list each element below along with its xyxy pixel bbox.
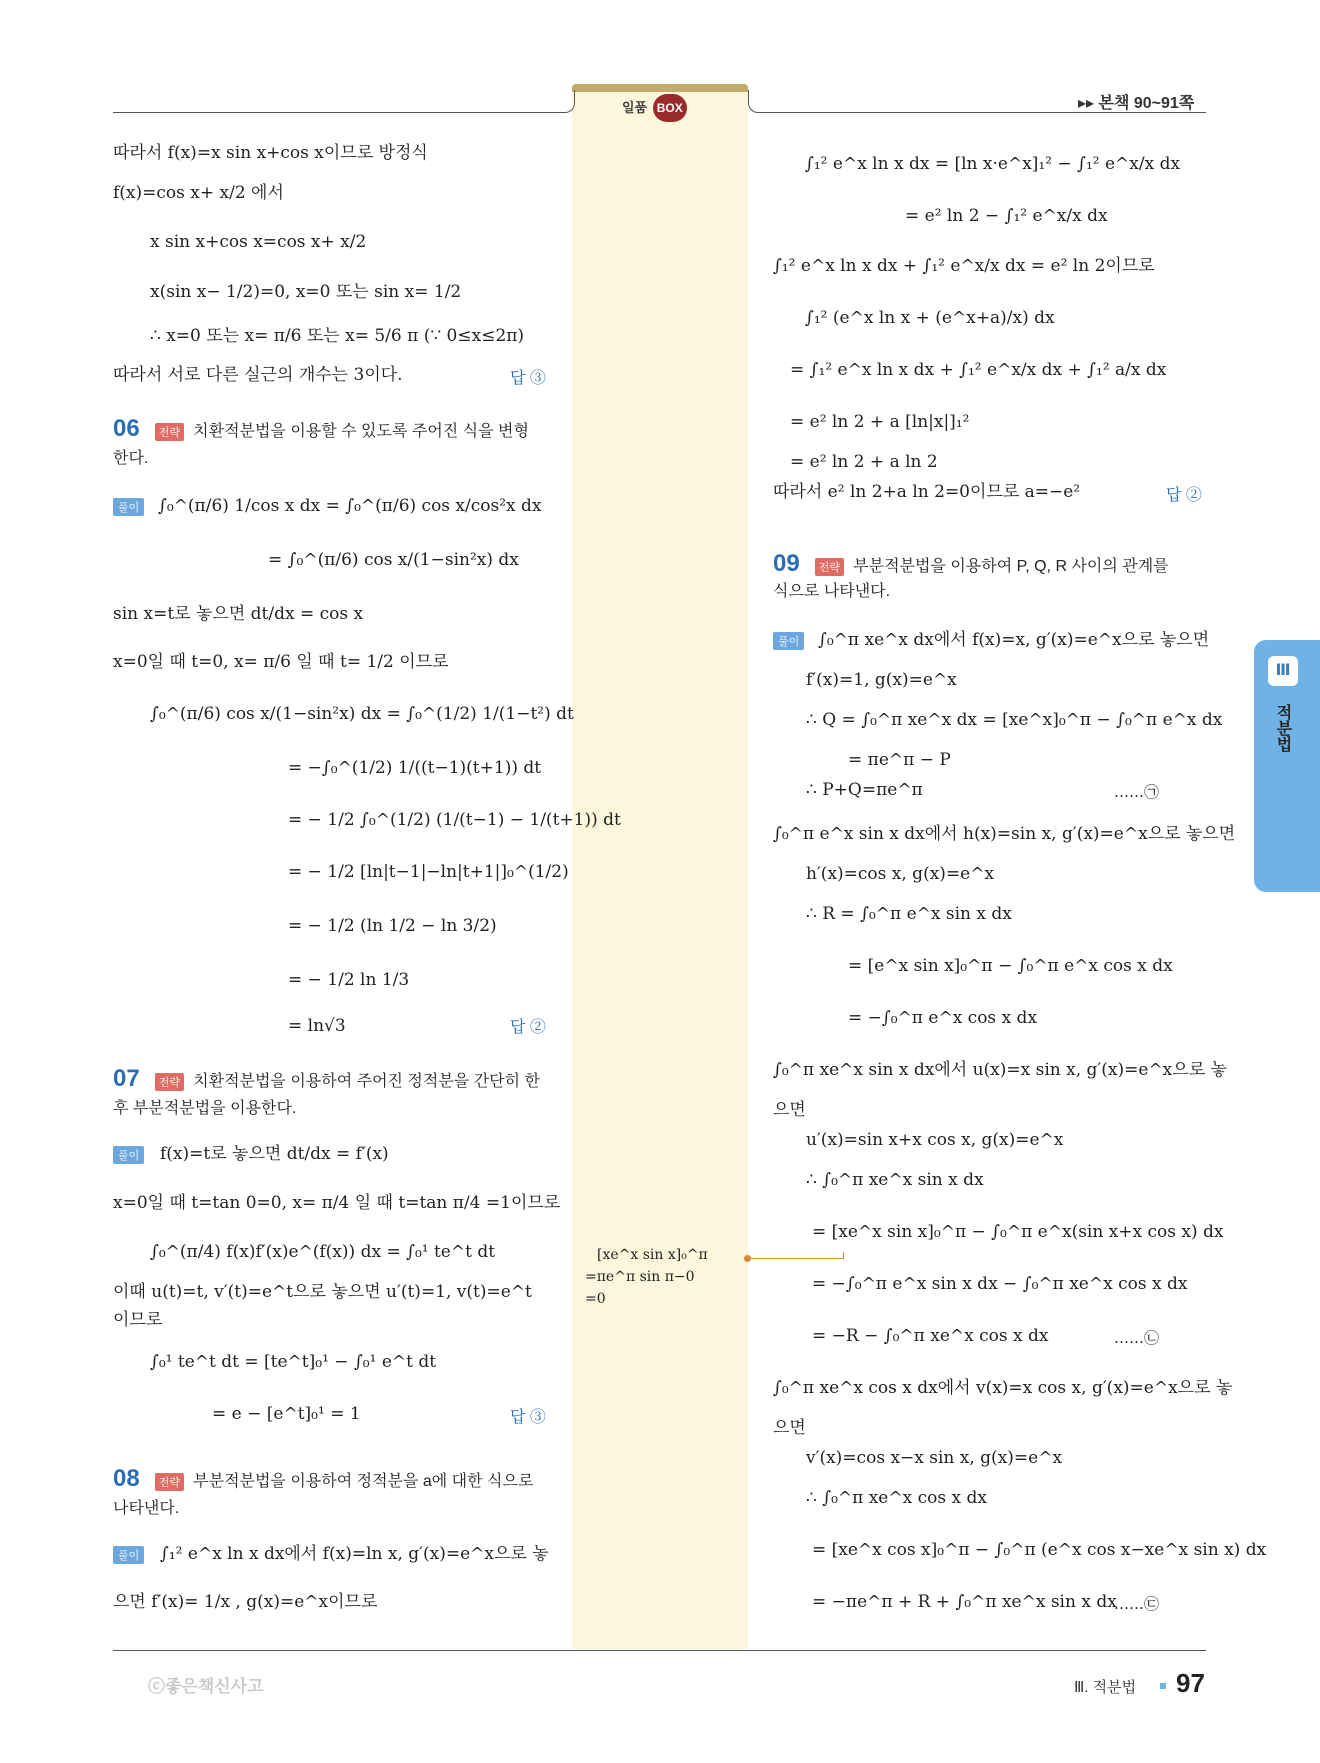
footer-rule — [113, 1650, 1206, 1651]
strategy-text: 부분적분법을 이용하여 정적분을 a에 대한 식으로 — [193, 1473, 534, 1490]
math-line: ∴ P+Q=πe^π — [806, 780, 923, 800]
math-line: 으면 — [773, 1418, 806, 1438]
problem-number: 07 — [113, 1065, 140, 1092]
answer-08: 답 ② — [1166, 487, 1202, 504]
math-line: 따라서 e² ln 2+a ln 2=0이므로 a=−e² — [773, 482, 1081, 502]
math-line: 이때 u(t)=t, v′(t)=e^t으로 놓으면 u′(t)=1, v(t)=e^t — [113, 1282, 532, 1302]
math-line: u′(x)=sin x+x cos x, g(x)=e^x — [806, 1130, 1064, 1150]
answer-06: 답 ② — [510, 1019, 546, 1036]
strategy-text-cont: 한다. — [113, 450, 149, 467]
math-line: = ln√3 — [288, 1016, 346, 1036]
math-line: = − 1/2 [ln|t−1|−ln|t+1|]₀^(1/2) — [288, 862, 569, 882]
math-line: x sin x+cos x=cos x+ x/2 — [150, 232, 367, 252]
math-line: ∫₀^(π/4) f(x)f′(x)e^(f(x)) dx = ∫₀¹ te^t dt — [150, 1242, 496, 1262]
math-line: ∫₁² e^x ln x dx + ∫₁² e^x/x dx = e² ln 2이므로 — [773, 256, 1155, 276]
chapter-roman-badge: Ⅲ — [1268, 656, 1298, 686]
math-line: 으면 — [773, 1100, 806, 1120]
math-line: x(sin x− 1/2)=0, x=0 또는 sin x= 1/2 — [150, 282, 462, 302]
solution-tag — [113, 496, 144, 516]
box-label-text: 일품 — [622, 100, 648, 115]
math-line: ∫₀^(π/6) cos x/(1−sin²x) dx = ∫₀^(1/2) 1/(1−t²) dt — [150, 704, 574, 724]
solution-tag — [773, 630, 804, 650]
chapter-side-tab[interactable] — [1254, 640, 1320, 892]
line: f(x)=cos x+ x/2 에서 — [113, 183, 284, 203]
problem-06-header — [113, 415, 529, 443]
note-connector-tick — [843, 1252, 844, 1259]
problem-number: 09 — [773, 550, 800, 577]
solution-tag-label: 풀이 — [113, 498, 144, 516]
math-line: = πe^π − P — [848, 750, 951, 770]
math-line: = e² ln 2 + a ln 2 — [790, 452, 938, 472]
math-line: = − 1/2 ln 1/3 — [288, 970, 410, 990]
problem-08-header — [113, 1465, 533, 1493]
strategy-text: 부분적분법을 이용하여 P, Q, R 사이의 관계를 — [853, 558, 1169, 575]
math-line: ∴ ∫₀^π xe^x cos x dx — [806, 1488, 987, 1508]
strategy-tag: 전략 — [155, 423, 184, 441]
math-line: = −πe^π + R + ∫₀^π xe^x sin x dx — [812, 1592, 1117, 1612]
header-rule-left — [113, 112, 555, 113]
page-number: 97 — [1176, 1668, 1205, 1698]
math-line: ∫₀^π xe^x cos x dx에서 v(x)=x cos x, g′(x)=e^x으로 놓 — [773, 1378, 1233, 1398]
header-rule-notch-left — [552, 90, 575, 113]
answer-05: 답 ③ — [510, 370, 546, 387]
math-line: = e² ln 2 + a [ln|x|]₁² — [790, 412, 970, 432]
math-line: = [e^x sin x]₀^π − ∫₀^π e^x cos x dx — [848, 956, 1173, 976]
math-line: ∴ x=0 또는 x= π/6 또는 x= 5/6 π (∵ 0≤x≤2π) — [150, 326, 525, 346]
strategy-text: 치환적분법을 이용하여 주어진 정적분을 간단히 한 — [193, 1073, 540, 1090]
math-line: ∫₀^(π/6) 1/cos x dx = ∫₀^(π/6) cos x/cos²x dx — [158, 496, 542, 516]
problem-07-header — [113, 1065, 540, 1093]
header-rule-notch-right — [748, 90, 771, 113]
math-line: = −R − ∫₀^π xe^x cos x dx — [812, 1326, 1049, 1346]
math-line: h′(x)=cos x, g(x)=e^x — [806, 864, 995, 884]
solution-tag — [113, 1544, 144, 1564]
footer-dot — [1160, 1683, 1166, 1689]
side-note — [585, 1244, 708, 1310]
math-line: = e − [e^t]₀¹ = 1 — [212, 1404, 361, 1424]
problem-09-header — [773, 550, 1169, 578]
math-line: = − 1/2 (ln 1/2 − ln 3/2) — [288, 916, 497, 936]
math-line: ∫₀^π e^x sin x dx에서 h(x)=sin x, g′(x)=e^x으로 놓으면 — [773, 824, 1236, 844]
line: 따라서 서로 다른 실근의 개수는 3이다. — [113, 365, 403, 385]
problem-number: 08 — [113, 1465, 140, 1492]
math-line: ∫₀¹ te^t dt = [te^t]₀¹ − ∫₀¹ e^t dt — [150, 1352, 437, 1372]
math-line: = e² ln 2 − ∫₁² e^x/x dx — [905, 206, 1108, 226]
math-line: = −∫₀^π e^x cos x dx — [848, 1008, 1038, 1028]
page-reference: ▸▸ 본책 90~91쪽 — [1078, 95, 1195, 112]
strategy-text-cont: 식으로 나타낸다. — [773, 583, 891, 600]
side-note-line: [xe^x sin x]₀^π — [597, 1247, 708, 1263]
strategy-text-cont: 나타낸다. — [113, 1500, 180, 1517]
copyright: ⓒ좋은책신사고 — [148, 1677, 264, 1696]
solution-tag-label: 풀이 — [113, 1546, 144, 1564]
math-line: sin x=t로 놓으면 dt/dx = cos x — [113, 604, 364, 624]
strategy-tag: 전략 — [815, 558, 844, 576]
math-line: 으면 f′(x)= 1/x , g(x)=e^x이므로 — [113, 1592, 378, 1612]
math-line: x=0일 때 t=tan 0=0, x= π/4 일 때 t=tan π/4 =1이므로 — [113, 1193, 561, 1213]
side-note-line: =πe^π sin π−0 — [585, 1269, 695, 1285]
side-note-line: =0 — [585, 1291, 606, 1307]
problem-number: 06 — [113, 415, 140, 442]
math-line: = [xe^x cos x]₀^π − ∫₀^π (e^x cos x−xe^x sin x) dx — [812, 1540, 1267, 1560]
marker: ……㉠ — [1114, 783, 1160, 801]
chapter-side-label: 적분법 — [1274, 704, 1291, 752]
math-line: ∴ Q = ∫₀^π xe^x dx = [xe^x]₀^π − ∫₀^π e^x dx — [806, 710, 1223, 730]
solution-tag-label: 풀이 — [773, 632, 804, 650]
math-line: f(x)=t로 놓으면 dt/dx = f′(x) — [160, 1144, 389, 1164]
math-line: ∴ ∫₀^π xe^x sin x dx — [806, 1170, 984, 1190]
math-line: ∴ R = ∫₀^π e^x sin x dx — [806, 904, 1012, 924]
math-line: ∫₁² e^x ln x dx에서 f(x)=ln x, g′(x)=e^x으로 놓 — [160, 1544, 549, 1564]
box-label — [622, 94, 687, 122]
math-line: = −∫₀^(1/2) 1/((t−1)(t+1)) dt — [288, 758, 542, 778]
marker: ……㉢ — [1114, 1595, 1160, 1613]
math-line: = [xe^x sin x]₀^π − ∫₀^π e^x(sin x+x cos x) dx — [812, 1222, 1224, 1242]
math-line: ∫₀^π xe^x sin x dx에서 u(x)=x sin x, g′(x)=e^x으로 놓 — [773, 1060, 1227, 1080]
box-column-top-bar — [572, 84, 748, 92]
box-badge: BOX — [653, 94, 687, 122]
box-column — [572, 84, 748, 1649]
math-line: f′(x)=1, g(x)=e^x — [806, 670, 957, 690]
solution-tag-label: 풀이 — [113, 1146, 144, 1164]
solution-tag — [113, 1144, 144, 1164]
math-line: = −∫₀^π e^x sin x dx − ∫₀^π xe^x cos x dx — [812, 1274, 1188, 1294]
marker: ……㉡ — [1114, 1329, 1160, 1347]
math-line: 이므로 — [113, 1310, 163, 1330]
strategy-text: 치환적분법을 이용할 수 있도록 주어진 식을 변형 — [193, 423, 529, 440]
strategy-text-cont: 후 부분적분법을 이용한다. — [113, 1100, 297, 1117]
math-line: = − 1/2 ∫₀^(1/2) (1/(t−1) − 1/(t+1)) dt — [288, 810, 621, 830]
strategy-tag: 전략 — [155, 1473, 184, 1491]
footer-chapter: Ⅲ. 적분법 — [1074, 1679, 1137, 1696]
note-connector-line — [750, 1258, 844, 1259]
math-line: x=0일 때 t=0, x= π/6 일 때 t= 1/2 이므로 — [113, 652, 449, 672]
math-line: = ∫₁² e^x ln x dx + ∫₁² e^x/x dx + ∫₁² a/x dx — [790, 360, 1167, 380]
math-line: ∫₁² e^x ln x dx = [ln x·e^x]₁² − ∫₁² e^x/x dx — [805, 154, 1181, 174]
answer-07: 답 ③ — [510, 1409, 546, 1426]
math-line: ∫₁² (e^x ln x + (e^x+a)/x) dx — [805, 308, 1055, 328]
math-line: ∫₀^π xe^x dx에서 f(x)=x, g′(x)=e^x으로 놓으면 — [818, 630, 1210, 650]
math-line: v′(x)=cos x−x sin x, g(x)=e^x — [806, 1448, 1063, 1468]
math-line: = ∫₀^(π/6) cos x/(1−sin²x) dx — [268, 550, 519, 570]
line: 따라서 f(x)=x sin x+cos x이므로 방정식 — [113, 143, 428, 163]
strategy-tag: 전략 — [155, 1073, 184, 1091]
